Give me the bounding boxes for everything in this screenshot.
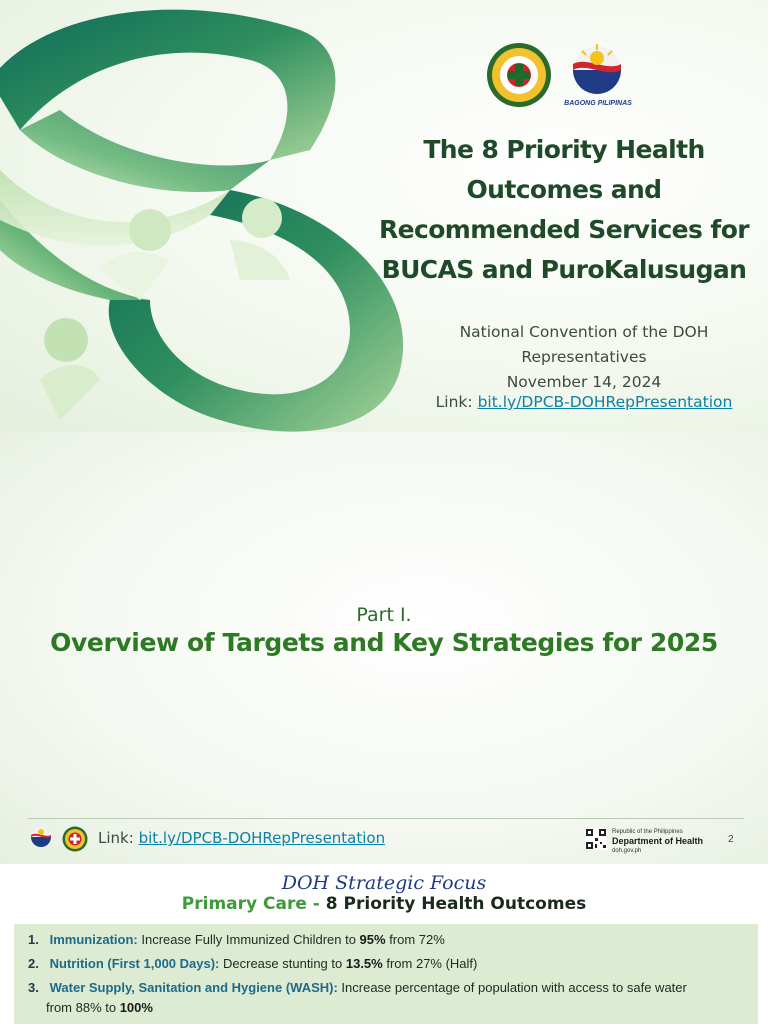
qr-code-icon bbox=[585, 828, 607, 850]
primary-care-label: Primary Care - bbox=[181, 894, 326, 914]
presentation-link-row bbox=[408, 393, 760, 411]
title-slide bbox=[0, 0, 768, 432]
footer-link-row bbox=[98, 829, 385, 847]
footer-presentation-link[interactable]: bit.ly/DPCB-DOHRepPresentation bbox=[138, 829, 386, 847]
part-label: Part I. bbox=[356, 604, 412, 626]
title-line-3: Recommended Services for bbox=[379, 215, 749, 244]
list-item: 3. Water Supply, Sanitation and Hygiene (WASH): Increase percentage of population with access to safe water from 88% to 100% bbox=[28, 980, 687, 1015]
footer-link-label: Link: bbox=[98, 829, 134, 847]
event-info bbox=[408, 320, 760, 395]
figure-eight-artwork bbox=[0, 0, 420, 432]
doh-seal-icon bbox=[486, 42, 552, 108]
strategic-focus-slide bbox=[0, 864, 768, 1024]
title-line-4: BUCAS and PuroKalusugan bbox=[381, 255, 747, 284]
strategic-focus-subheading bbox=[0, 894, 768, 914]
section-slide bbox=[0, 432, 768, 864]
website-text: doh.gov.ph bbox=[612, 848, 642, 854]
republic-text: Republic of the Philippines bbox=[612, 829, 683, 835]
department-text: Department of Health bbox=[612, 836, 704, 846]
priority-outcomes-label: 8 Priority Health Outcomes bbox=[325, 894, 587, 914]
item-label: Nutrition (First 1,000 Days): bbox=[49, 956, 220, 971]
footer-divider bbox=[28, 818, 744, 819]
title-line-2: Outcomes and bbox=[466, 175, 662, 204]
item-label: Immunization: bbox=[49, 932, 138, 947]
list-item: 2. Nutrition (First 1,000 Days): Decrease stunting to 13.5% from 27% (Half) bbox=[28, 956, 478, 971]
title-line-1: The 8 Priority Health bbox=[423, 135, 705, 164]
strategic-focus-heading: DOH Strategic Focus bbox=[281, 872, 487, 894]
outcomes-list bbox=[14, 924, 758, 1024]
bagong-pilipinas-text: BAGONG PILIPINAS bbox=[564, 100, 632, 107]
doh-footer-mark bbox=[612, 828, 703, 855]
presentation-link[interactable]: bit.ly/DPCB-DOHRepPresentation bbox=[477, 393, 733, 411]
presentation-title bbox=[378, 130, 750, 290]
event-date: November 14, 2024 bbox=[506, 373, 662, 391]
link-label: Link: bbox=[435, 393, 473, 411]
header-logos bbox=[486, 42, 636, 112]
event-name: National Convention of the DOH Representatives bbox=[459, 323, 709, 366]
part-title: Overview of Targets and Key Strategies for 2025 bbox=[50, 628, 718, 657]
item-label: Water Supply, Sanitation and Hygiene (WASH): bbox=[49, 980, 338, 995]
page-number: 2 bbox=[728, 834, 734, 845]
bagong-pilipinas-small-logo bbox=[28, 826, 54, 852]
bagong-pilipinas-logo bbox=[566, 42, 628, 108]
list-item: 1. Immunization: Increase Fully Immunized Children to 95% from 72% bbox=[28, 932, 445, 947]
doh-seal-small-icon bbox=[62, 826, 88, 852]
